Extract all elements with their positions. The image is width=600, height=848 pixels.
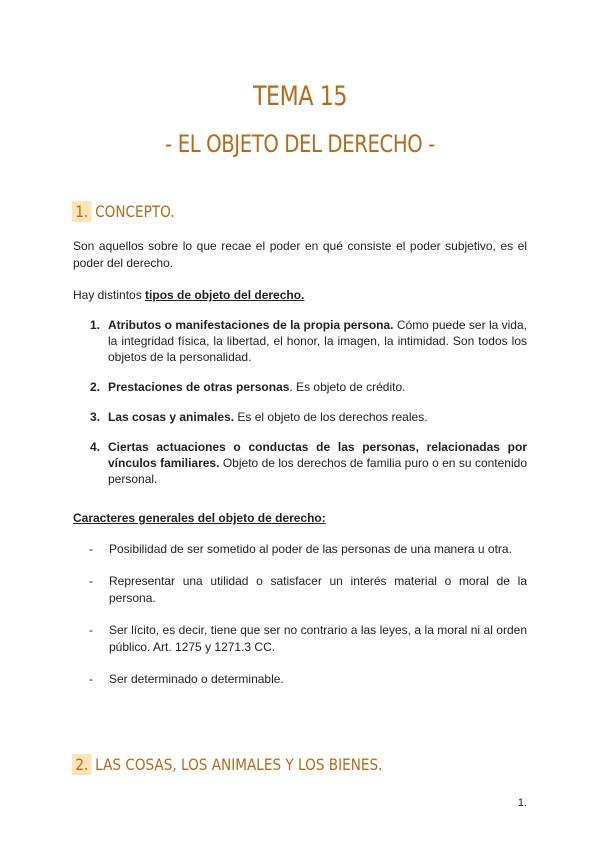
list-item bbox=[73, 317, 527, 365]
list-item-number: 1. bbox=[90, 318, 101, 332]
page-title: TEMA 15 bbox=[252, 81, 348, 112]
bullet-item bbox=[73, 573, 527, 607]
list-item-number: 2. bbox=[90, 380, 101, 394]
list-item-text: Es el objeto de los derechos reales. bbox=[234, 410, 428, 424]
paragraph-types-intro bbox=[73, 287, 527, 304]
list-item bbox=[73, 439, 527, 487]
bullet-dash: - bbox=[89, 672, 93, 686]
list-item-bold: Ciertas actuaciones o conductas de las personas, relacionadas por vínculos familiares. bbox=[108, 440, 527, 470]
bullet-item bbox=[73, 671, 527, 688]
list-item-bold: Atributos o manifestaciones de la propia persona. bbox=[108, 318, 394, 332]
bullet-item bbox=[73, 622, 527, 656]
list-item bbox=[73, 379, 527, 395]
characters-list bbox=[73, 541, 527, 703]
section-number: 2. bbox=[72, 754, 92, 775]
list-item-text: Cómo puede ser la vida, la integridad física, la libertad, el honor, la imagen, la intimidad. Son todos los objetos de la personalidad. bbox=[108, 318, 527, 364]
section-heading-cosas bbox=[72, 755, 382, 774]
bullet-text: Ser determinado o determinable. bbox=[109, 672, 284, 686]
section-number: 1. bbox=[72, 201, 92, 222]
types-intro-text: Hay distintos bbox=[73, 288, 146, 302]
bullet-item bbox=[73, 541, 527, 558]
bullet-text: Representar una utilidad o satisfacer un interés material o moral de la persona. bbox=[109, 574, 527, 605]
bullet-dash: - bbox=[89, 574, 93, 588]
bullet-dash: - bbox=[89, 623, 93, 637]
page-subtitle: - EL OBJETO DEL DERECHO - bbox=[165, 130, 435, 158]
types-list bbox=[73, 317, 527, 501]
types-intro-bold: tipos de objeto del derecho. bbox=[145, 288, 305, 302]
page-number: 1. bbox=[517, 797, 527, 809]
section-label: LAS COSAS, LOS ANIMALES Y LOS BIENES. bbox=[95, 755, 383, 774]
characters-heading: Caracteres generales del objeto de derecho: bbox=[73, 511, 326, 525]
list-item-bold: Las cosas y animales. bbox=[108, 410, 235, 424]
list-item bbox=[73, 409, 527, 425]
paragraph-definition: Son aquellos sobre lo que recae el poder en qué consiste el poder subjetivo, es el poder del derecho. bbox=[73, 239, 527, 270]
list-item-number: 3. bbox=[90, 410, 101, 424]
list-item-text: Objeto de los derechos de familia puro o en su contenido personal. bbox=[108, 456, 527, 486]
list-item-bold: Prestaciones de otras personas bbox=[108, 380, 290, 394]
list-item-number: 4. bbox=[90, 440, 101, 454]
bullet-text: Ser lícito, es decir, tiene que ser no contrario a las leyes, a la moral ni al orden público. Art. 1275 y 1271.3 CC. bbox=[109, 623, 527, 654]
bullet-dash: - bbox=[89, 542, 93, 556]
section-label: CONCEPTO. bbox=[95, 202, 175, 221]
section-heading-concepto bbox=[72, 202, 175, 221]
bullet-text: Posibilidad de ser sometido al poder de las personas de una manera u otra. bbox=[109, 542, 512, 556]
list-item-text: . Es objeto de crédito. bbox=[289, 380, 406, 394]
